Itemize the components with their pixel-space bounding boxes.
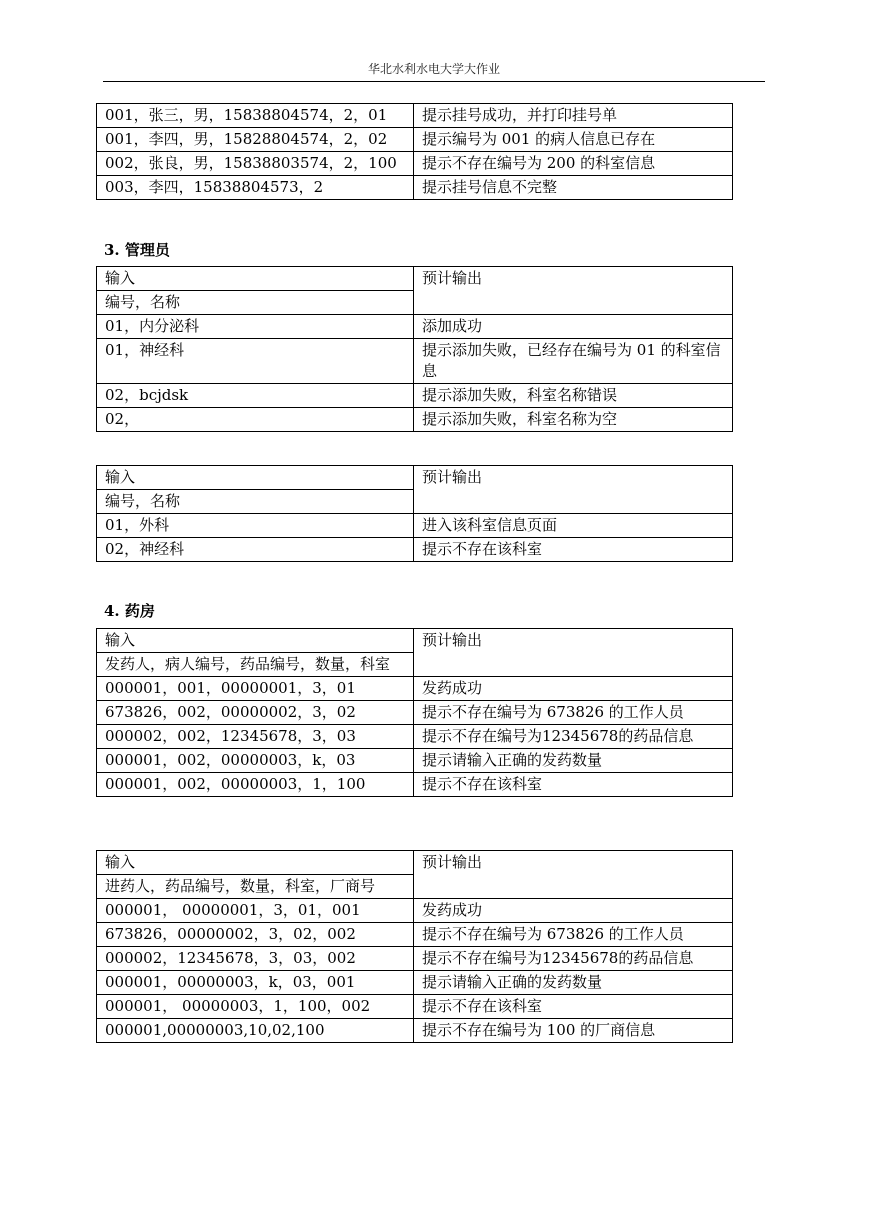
- table-row: [97, 514, 733, 538]
- table-row: [97, 152, 733, 176]
- input-cell: 01，外科: [97, 514, 414, 538]
- output-cell: 提示不存在该科室: [414, 538, 733, 562]
- table-row: [97, 923, 733, 947]
- pharmacy-dispense-table: [96, 628, 733, 797]
- output-cell: 提示请输入正确的发药数量: [414, 971, 733, 995]
- input-cell: 673826，002，00000002，3，02: [97, 701, 414, 725]
- input-cell: 002，张良，男，15838803574，2，100: [97, 152, 414, 176]
- header-fields-cell: 编号，名称: [97, 490, 414, 514]
- header-input-cell: 输入: [97, 267, 414, 291]
- table-row: [97, 773, 733, 797]
- output-cell: 提示请输入正确的发药数量: [414, 749, 733, 773]
- input-cell: 001，李四，男，15828804574，2，02: [97, 128, 414, 152]
- output-cell: 提示挂号成功，并打印挂号单: [414, 104, 733, 128]
- table-row: [97, 1019, 733, 1043]
- input-cell: 000002，002，12345678，3，03: [97, 725, 414, 749]
- page-header: 华北水利水电大学大作业: [367, 62, 500, 76]
- table-row: [97, 749, 733, 773]
- header-fields-cell: 发药人，病人编号，药品编号，数量，科室: [97, 653, 414, 677]
- header-output-cell: 预计输出: [414, 267, 733, 315]
- input-cell: 003，李四，15838804573，2: [97, 176, 414, 200]
- input-cell: 000001，00000003，k，03，001: [97, 971, 414, 995]
- table-row: [97, 538, 733, 562]
- header-divider: [103, 81, 765, 82]
- table-row: [97, 677, 733, 701]
- input-cell: 01，神经科: [97, 339, 414, 384]
- table-row: [97, 947, 733, 971]
- table-row: [97, 128, 733, 152]
- header-output-cell: 预计输出: [414, 466, 733, 514]
- header-fields-cell: 编号，名称: [97, 291, 414, 315]
- table-row: [97, 899, 733, 923]
- header-fields-cell: 进药人，药品编号，数量，科室，厂商号: [97, 875, 414, 899]
- header-input-cell: 输入: [97, 466, 414, 490]
- output-cell: 添加成功: [414, 315, 733, 339]
- output-cell: 进入该科室信息页面: [414, 514, 733, 538]
- input-cell: 000001， 00000001，3，01，001: [97, 899, 414, 923]
- section-heading-pharmacy: 4. 药房: [104, 602, 155, 620]
- table-header-row: [97, 267, 733, 291]
- output-cell: 发药成功: [414, 677, 733, 701]
- output-cell: 提示添加失败，科室名称为空: [414, 408, 733, 432]
- header-output-cell: 预计输出: [414, 851, 733, 899]
- table-row: [97, 971, 733, 995]
- input-cell: 001，张三，男，15838804574，2，01: [97, 104, 414, 128]
- input-cell: 000001，002，00000003，k，03: [97, 749, 414, 773]
- table-row: [97, 701, 733, 725]
- output-cell: 提示添加失败，科室名称错误: [414, 384, 733, 408]
- header-input-cell: 输入: [97, 851, 414, 875]
- table-row: [97, 104, 733, 128]
- input-cell: 02，: [97, 408, 414, 432]
- output-cell: 提示不存在编号为12345678的药品信息: [414, 947, 733, 971]
- input-cell: 02，bcjdsk: [97, 384, 414, 408]
- output-cell: 提示不存在编号为 100 的厂商信息: [414, 1019, 733, 1043]
- input-cell: 673826，00000002，3，02，002: [97, 923, 414, 947]
- output-cell: 提示不存在编号为 673826 的工作人员: [414, 923, 733, 947]
- registration-test-table: [96, 103, 733, 200]
- section-heading-admin: 3. 管理员: [104, 241, 170, 259]
- admin-query-department-table: [96, 465, 733, 562]
- output-cell: 提示添加失败，已经存在编号为 01 的科室信息: [414, 339, 733, 384]
- table-row: [97, 995, 733, 1019]
- table-header-row: [97, 466, 733, 490]
- header-output-cell: 预计输出: [414, 629, 733, 677]
- table-row: [97, 384, 733, 408]
- table-header-row: [97, 629, 733, 653]
- output-cell: 提示不存在编号为12345678的药品信息: [414, 725, 733, 749]
- table-row: [97, 408, 733, 432]
- table-row: [97, 315, 733, 339]
- input-cell: 000001,00000003,10,02,100: [97, 1019, 414, 1043]
- output-cell: 提示编号为 001 的病人信息已存在: [414, 128, 733, 152]
- admin-add-department-table: [96, 266, 733, 432]
- output-cell: 提示不存在该科室: [414, 995, 733, 1019]
- input-cell: 000001，002，00000003，1，100: [97, 773, 414, 797]
- table-row: [97, 339, 733, 384]
- table-row: [97, 176, 733, 200]
- output-cell: 提示挂号信息不完整: [414, 176, 733, 200]
- output-cell: 提示不存在编号为 200 的科室信息: [414, 152, 733, 176]
- table-row: [97, 725, 733, 749]
- pharmacy-stock-in-table: [96, 850, 733, 1043]
- table-header-row: [97, 851, 733, 875]
- output-cell: 提示不存在该科室: [414, 773, 733, 797]
- input-cell: 000002，12345678，3，03，002: [97, 947, 414, 971]
- input-cell: 01，内分泌科: [97, 315, 414, 339]
- output-cell: 发药成功: [414, 899, 733, 923]
- input-cell: 02，神经科: [97, 538, 414, 562]
- output-cell: 提示不存在编号为 673826 的工作人员: [414, 701, 733, 725]
- header-input-cell: 输入: [97, 629, 414, 653]
- input-cell: 000001，001，00000001，3，01: [97, 677, 414, 701]
- input-cell: 000001， 00000003，1，100，002: [97, 995, 414, 1019]
